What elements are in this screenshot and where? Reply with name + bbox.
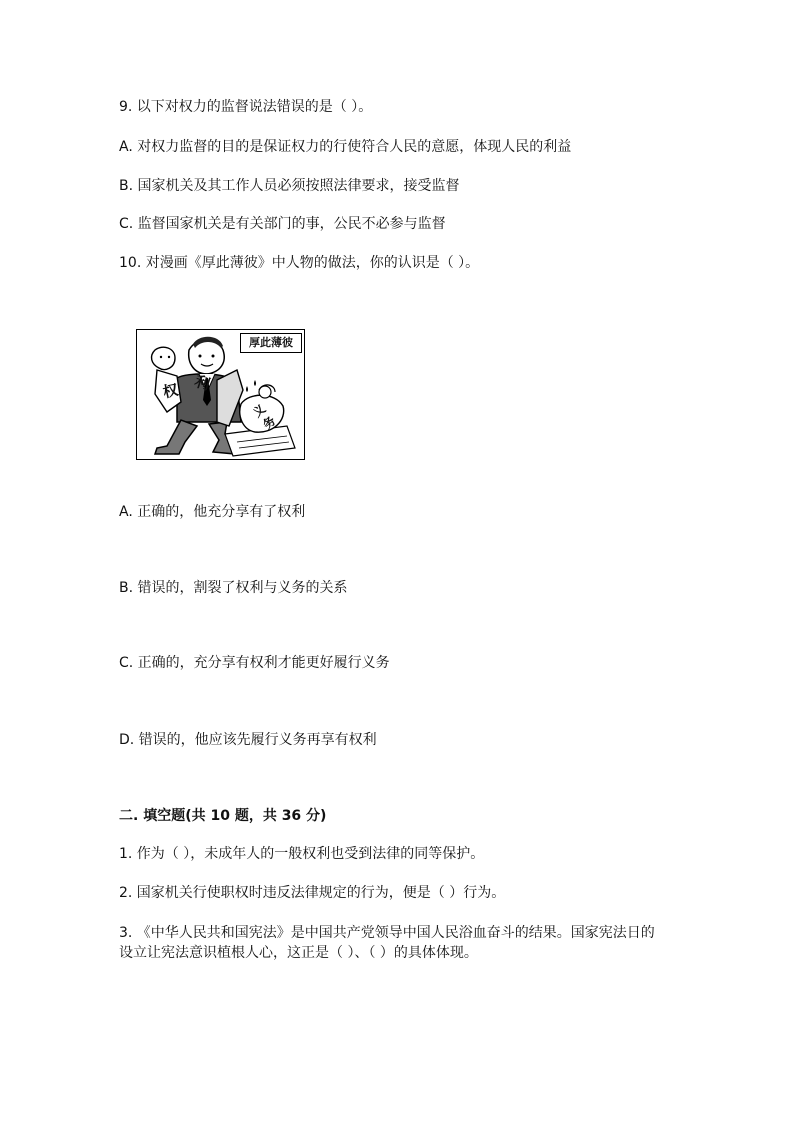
cartoon-title: 厚此薄彼	[240, 333, 302, 353]
q10-option-b: B. 错误的，割裂了权利与义务的关系	[119, 580, 348, 596]
q9-option-a: A. 对权力监督的目的是保证权力的行使符合人民的意愿，体现人民的利益	[119, 139, 572, 155]
cartoon-label-yi: 义	[250, 401, 269, 421]
cartoon-label-quan: 权	[161, 380, 180, 402]
cartoon-image	[136, 329, 305, 460]
q9-stem: 9. 以下对权力的监督说法错误的是（ ）。	[119, 99, 373, 115]
fill-item-3: 3. 《中华人民共和国宪法》是中国共产党领导中国人民浴血奋斗的结果。国家宪法日的设立让宪法意识植根人心，这正是（ ）、（ ）的具体体现。	[119, 925, 655, 961]
q10-option-d: D. 错误的，他应该先履行义务再享有权利	[119, 732, 377, 748]
q9-option-c: C. 监督国家机关是有关部门的事，公民不必参与监督	[119, 216, 446, 232]
section-title: 二. 填空题(共 10 题，共 36 分)	[119, 808, 327, 824]
q10-stem: 10. 对漫画《厚此薄彼》中人物的做法，你的认识是（ ）。	[119, 255, 480, 271]
fill-item-2: 2. 国家机关行使职权时违反法律规定的行为，便是（ ）行为。	[119, 885, 506, 901]
q9-option-b: B. 国家机关及其工作人员必须按照法律要求，接受监督	[119, 178, 460, 194]
cartoon-label-li: 利	[192, 372, 213, 394]
fill-item-1: 1. 作为（ ），未成年人的一般权利也受到法律的同等保护。	[119, 846, 485, 862]
q10-option-c: C. 正确的，充分享有权利才能更好履行义务	[119, 655, 390, 671]
q10-option-a: A. 正确的，他充分享有了权利	[119, 504, 306, 520]
cartoon-label-wu: 务	[260, 413, 279, 433]
